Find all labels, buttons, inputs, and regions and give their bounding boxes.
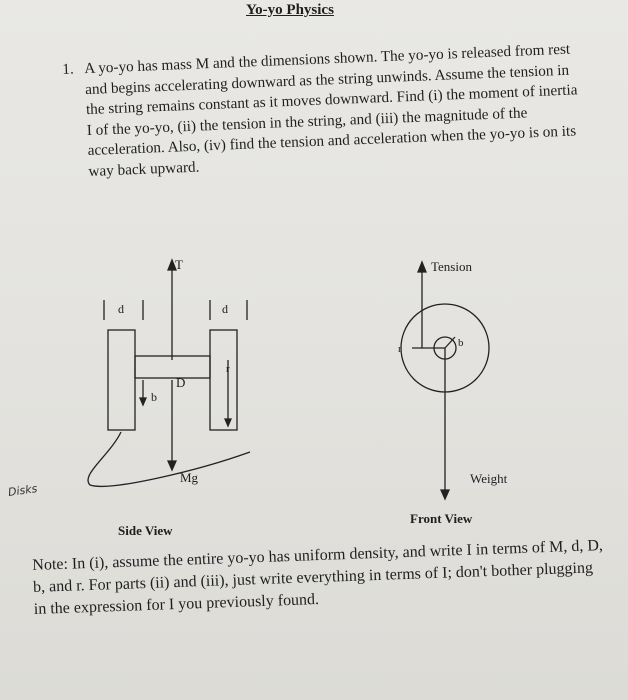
label-r-side: r [226, 363, 230, 375]
label-Mg: Mg [180, 470, 199, 485]
label-r-front: r [398, 343, 402, 355]
diagram-drawing [0, 230, 628, 550]
side-view-caption: Side View [118, 523, 173, 538]
label-d-left: d [118, 302, 124, 316]
tension-arrowhead-front [418, 262, 426, 272]
label-b-side: b [151, 390, 157, 404]
front-view-caption: Front View [410, 511, 473, 526]
problem-number: 1. [62, 60, 75, 78]
label-d-right: d [222, 302, 228, 316]
label-weight: Weight [470, 471, 508, 486]
page-title: Yo-yo Physics [246, 2, 334, 18]
label-D: D [176, 375, 186, 390]
problem-text: A yo-yo has mass M and the dimensions shown. The yo-yo is released from rest and begins accelerating downward as the string unwinds. Assume the tension in the string remains constant as it moves downward. Find (i) the moment of inertia I of the yo-yo, (ii) the tension in the string, and (iii) the magnitude of the acceleration. Also, (iv) find the tension and acceleration when the yo-yo is on its way back upward. [84, 40, 578, 180]
yo-yo-diagram [0, 230, 628, 550]
weight-arrowhead-front [441, 490, 449, 499]
label-b-front: b [458, 337, 464, 349]
disks-pointer [88, 432, 250, 486]
note-text: Note: In (i), assume the entire yo-yo has uniform density, and write I in terms of M, d, D, b, and r. For parts (ii) and (iii), just write everything in terms of I; don't bother plugging in the expression for I you previously found. [32, 537, 604, 618]
left-disk [108, 330, 135, 430]
weight-arrowhead-side [168, 461, 176, 470]
right-disk [210, 330, 237, 430]
problem-1 [62, 39, 587, 183]
label-T: T [175, 257, 183, 272]
handwritten-annotation: Disks [7, 482, 39, 499]
label-tension: Tension [431, 259, 472, 274]
